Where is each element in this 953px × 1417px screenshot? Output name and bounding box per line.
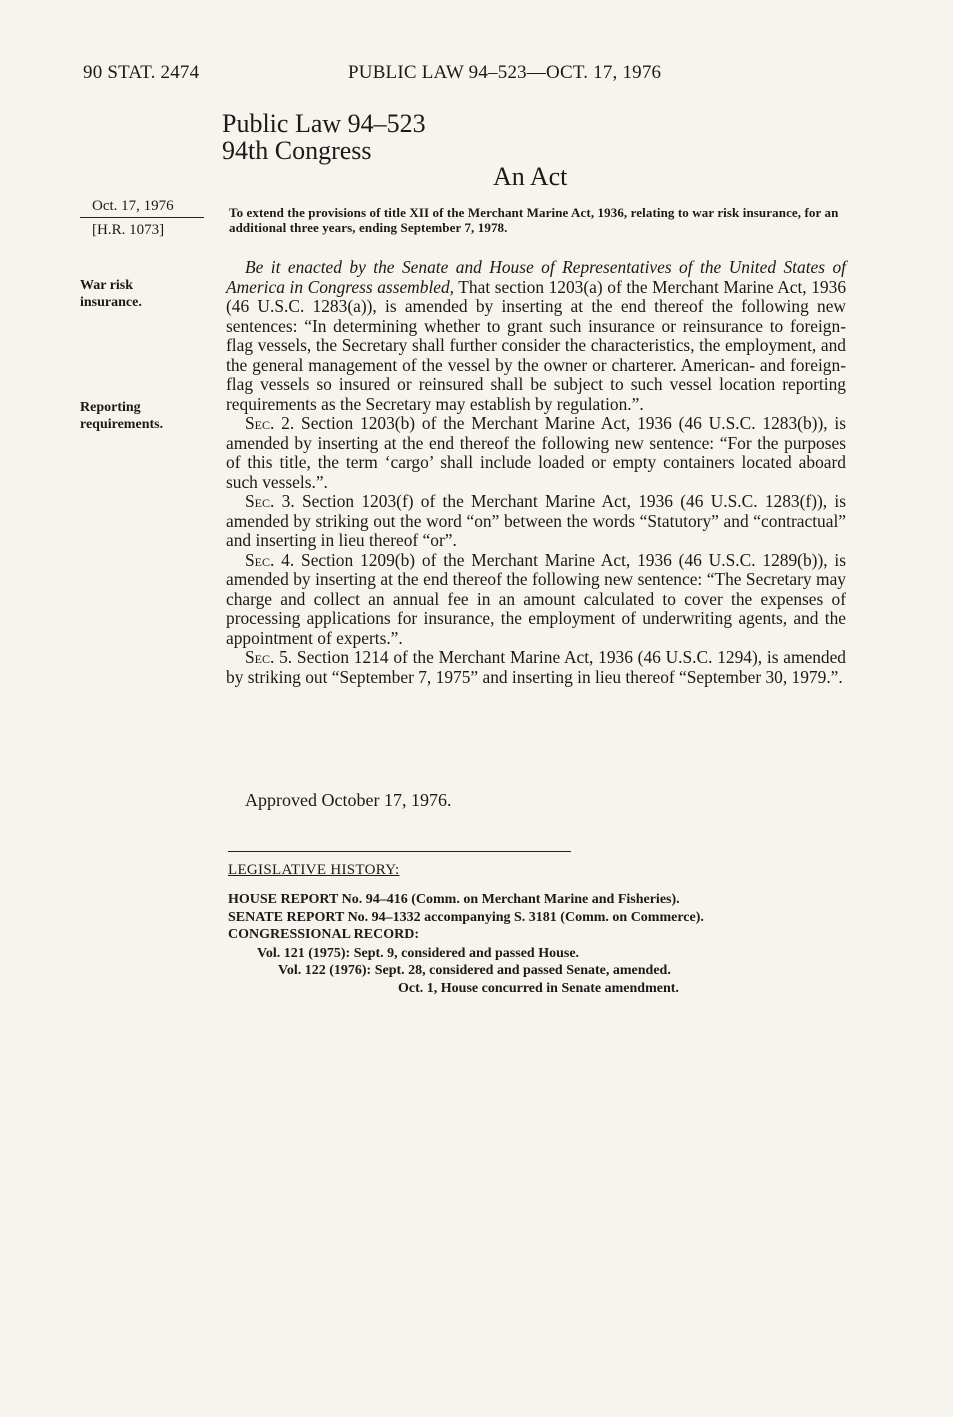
running-title: PUBLIC LAW 94–523—OCT. 17, 1976 [348,62,662,83]
section-label: Sec. 5. [245,647,293,667]
section-label: Sec. 2. [245,413,295,433]
margin-bill-number: [H.R. 1073] [92,222,165,238]
act-purpose: To extend the provisions of title XII of the Merchant Marine Act, 1936, relating to war risk insurance, for an additional three years, ending September 7, 1978. [229,205,839,235]
congressional-record-heading: CONGRESSIONAL RECORD: [228,927,419,942]
congress-number: 94th Congress [222,136,372,165]
record-vol-121: Vol. 121 (1975): Sept. 9, considered and passed House. [257,946,580,961]
margin-date: Oct. 17, 1976 [80,197,204,218]
margin-note-line: requirements. [80,417,164,432]
section-4 [226,551,846,649]
margin-date-block [80,197,204,240]
senate-report: SENATE REPORT No. 94–1332 accompanying S. 3181 (Comm. on Commerce). [228,910,704,925]
section-1-text: That section 1203(a) of the Merchant Marine Act, 1936 (46 U.S.C. 1283(a)), is amended by inserting at the end thereof the following new sentences: “In determining whether to grant such insurance or reinsurance to foreign-flag vessels, the Secretary shall further consider the characteristics, the employment, and the general management of the vessel by the owner or charterer. American- and foreign-flag vessels so insured or reinsured shall be subject to such vessel location reporting requirements as the Secretary may establish by regulation.”. [226,276,847,414]
section-2 [226,414,846,492]
section-5-text: Section 1214 of the Merchant Marine Act, 1936 (46 U.S.C. 1294), is amended by striking out “September 7, 1975” and inserting in lieu thereof “September 30, 1979.”. [226,647,847,687]
legislative-history-heading: LEGISLATIVE HISTORY: [228,862,400,878]
section-label: Sec. 4. [245,549,295,570]
section-label: Sec. 3. [245,491,295,511]
margin-note-war-risk [80,277,142,311]
record-vol-122: Vol. 122 (1976): Sept. 28, considered and passed Senate, amended. [278,963,671,978]
law-number: Public Law 94–523 [222,109,426,138]
section-3-text: Section 1203(f) of the Merchant Marine Act, 1936 (46 U.S.C. 1283(f)), is amended by striking out the word “on” between the words “Statutory” and “contractual” and inserting in lieu thereof “or”. [226,491,846,550]
section-3 [226,492,846,551]
section-5 [226,648,846,687]
section-4-text: Section 1209(b) of the Merchant Marine Act, 1936 (46 U.S.C. 1289(b)), is amended by inserting at the end thereof the following new sentence: “The Secretary may charge and collect an annual fee in an amount calculated to cover the expenses of processing applications for insurance, the employment of underwriting agents, and the appointment of experts.”. [226,549,846,648]
section-2-text: Section 1203(b) of the Merchant Marine Act, 1936 (46 U.S.C. 1283(b)), is amended by inserting at the end thereof the following new sentence: “For the purposes of this title, the term ‘cargo’ shall include loaded or empty containers located aboard such vessels.”. [226,413,846,492]
act-body [226,258,846,687]
divider [228,851,571,852]
section-1 [226,258,846,414]
enacting-clause: Be it enacted by the Senate and House of Representatives of the United States of America in Congress assembled, [226,257,846,297]
stat-page-number: 90 STAT. 2474 [83,62,200,83]
margin-note-line: Reporting [80,400,141,415]
margin-note-line: War risk [80,278,134,293]
margin-note-reporting [80,399,163,433]
approval-date: Approved October 17, 1976. [245,790,452,810]
act-label: An Act [493,162,568,191]
margin-note-line: insurance. [80,295,142,310]
house-report: HOUSE REPORT No. 94–416 (Comm. on Merchant Marine and Fisheries). [228,892,680,907]
record-oct-1: Oct. 1, House concurred in Senate amendment. [398,981,679,996]
